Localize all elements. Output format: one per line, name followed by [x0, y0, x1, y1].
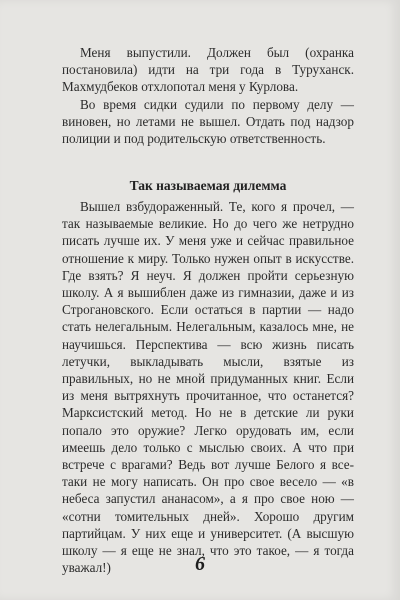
body-text: [62, 198, 354, 576]
intro-paragraph-1: Меня выпустили. Должен был (охранка постановила) идти на три года в Туруханск. Махмудбеков отхлопотал меня у Курлова.: [62, 45, 354, 95]
intro-text: [62, 44, 354, 147]
section-title: Так называемая дилемма: [129, 178, 287, 193]
intro-paragraph-2: Во время сидки судили по первому делу — виновен, но летами не вышел. Отдать под надзор полиции и под родительскую ответственность.: [62, 96, 354, 147]
page-number: 6: [195, 553, 205, 575]
body-paragraph: Вышел взбудораженный. Те, кого я прочел, — так называемые великие. Но до чего же нетрудно писать лучше их. У меня уже и сейчас правильное отношение к миру. Только нужен опыт в искусстве. Где взять? Я неуч. Я должен пройти серьезную школу. А я вышиблен даже из гимназии, даже и из Строгановского. Если остаться в партии — надо стать нелегальным. Нелегальным, казалось мне, не научишься. Перспектива — всю жизнь писать летучки, выкладывать мысли, взятые из правильных, но не мной придуманных книг. Если из меня вытряхнуть прочитанное, что останется? Марксистский метод. Но не в детские ли руки попало это оружие? Легко орудовать им, если имеешь дело только с мыслью своих. А что при встрече с врагами? Ведь вот лучше Белого я все-таки не могу написать. Он про свое весело — «в небеса запустил ананасом», а я про свое ною — «сотни томительных дней». Хорошо другим партийцам. У них еще и университет. (А высшую школу — я еще не знал, что это такое, — я тогда уважал!): [62, 199, 354, 576]
